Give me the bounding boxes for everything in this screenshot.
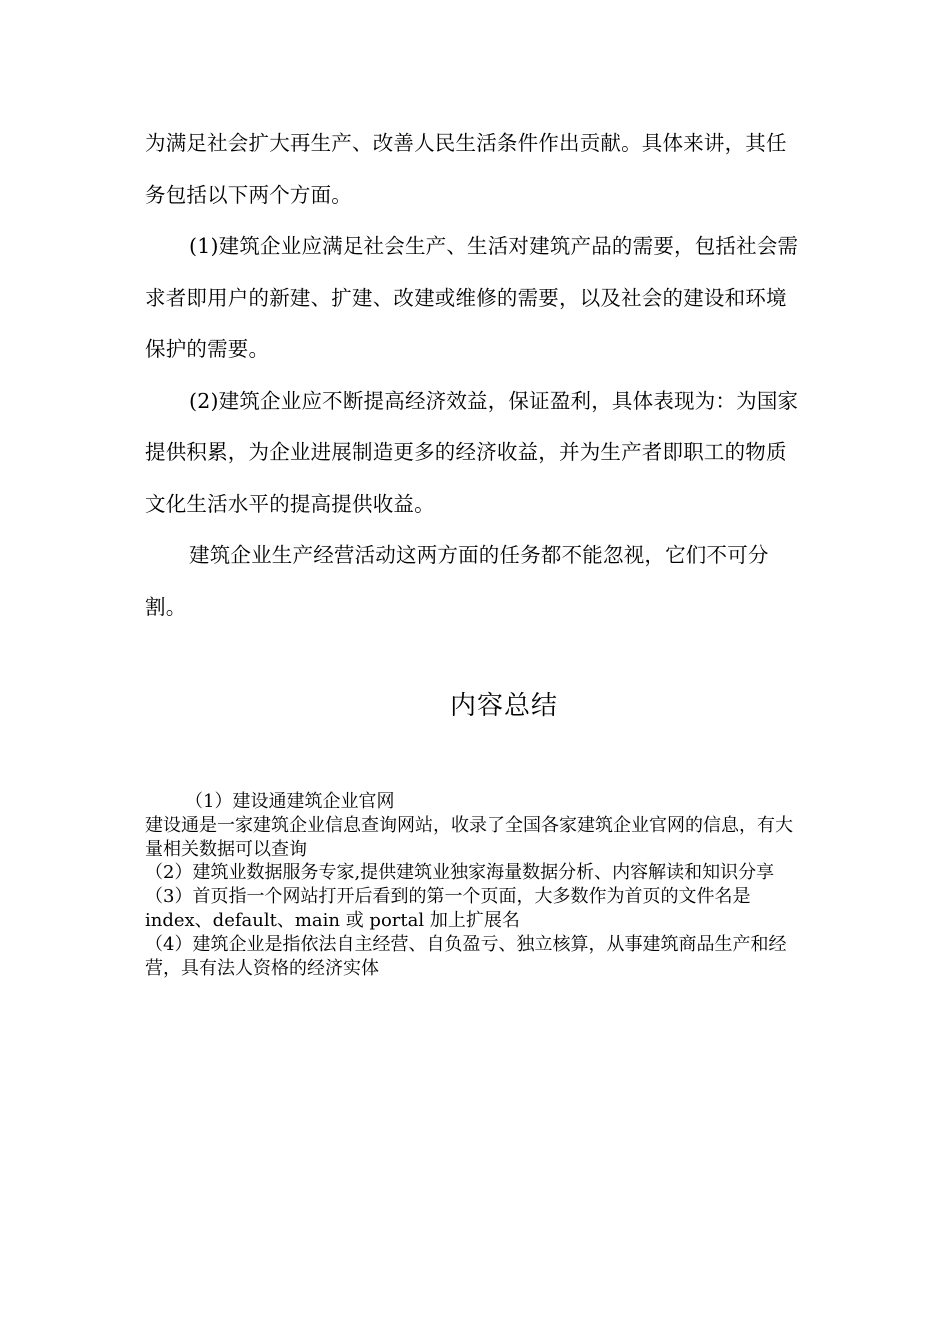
summary-item-1-text: 建设通是一家建筑企业信息查询网站，收录了全国各家建筑企业官网的信息，有大量相关数据可以查询 — [145, 814, 793, 860]
document-body — [145, 118, 800, 633]
summary-title: 内容总结 — [449, 691, 558, 721]
paragraph-task-1: (1)建筑企业应满足社会生产、生活对建筑产品的需要，包括社会需求者即用户的新建、扩建、改建或维修的需要，以及社会的建设和环境保护的需要。 — [145, 234, 799, 361]
summary-item-1-heading: （1）建设通建筑企业官网 — [185, 791, 395, 812]
summary-section — [145, 790, 807, 980]
paragraph-task-2: (2)建筑企业应不断提高经济效益，保证盈利，具体表现为：为国家提供积累，为企业进展制造更多的经济收益，并为生产者即职工的物质文化生活水平的提高提供收益。 — [145, 388, 799, 516]
summary-item-3: （3）首页指一个网站打开后看到的第一个页面，大多数作为首页的文件名是 index、default、main 或 portal 加上扩展名 — [145, 886, 751, 931]
paragraph-continuation: 为满足社会扩大再生产、改善人民生活条件作出贡献。具体来讲，其任务包括以下两个方面。 — [145, 131, 787, 207]
summary-item-4: （4）建筑企业是指依法自主经营、自负盈亏、独立核算，从事建筑商品生产和经营，具有法人资格的经济实体 — [145, 933, 787, 979]
summary-item-2: （2）建筑业数据服务专家,提供建筑业独家海量数据分析、内容解读和知识分享 — [145, 862, 775, 884]
paragraph-conclusion: 建筑企业生产经营活动这两方面的任务都不能忽视，它们不可分割。 — [145, 543, 769, 619]
